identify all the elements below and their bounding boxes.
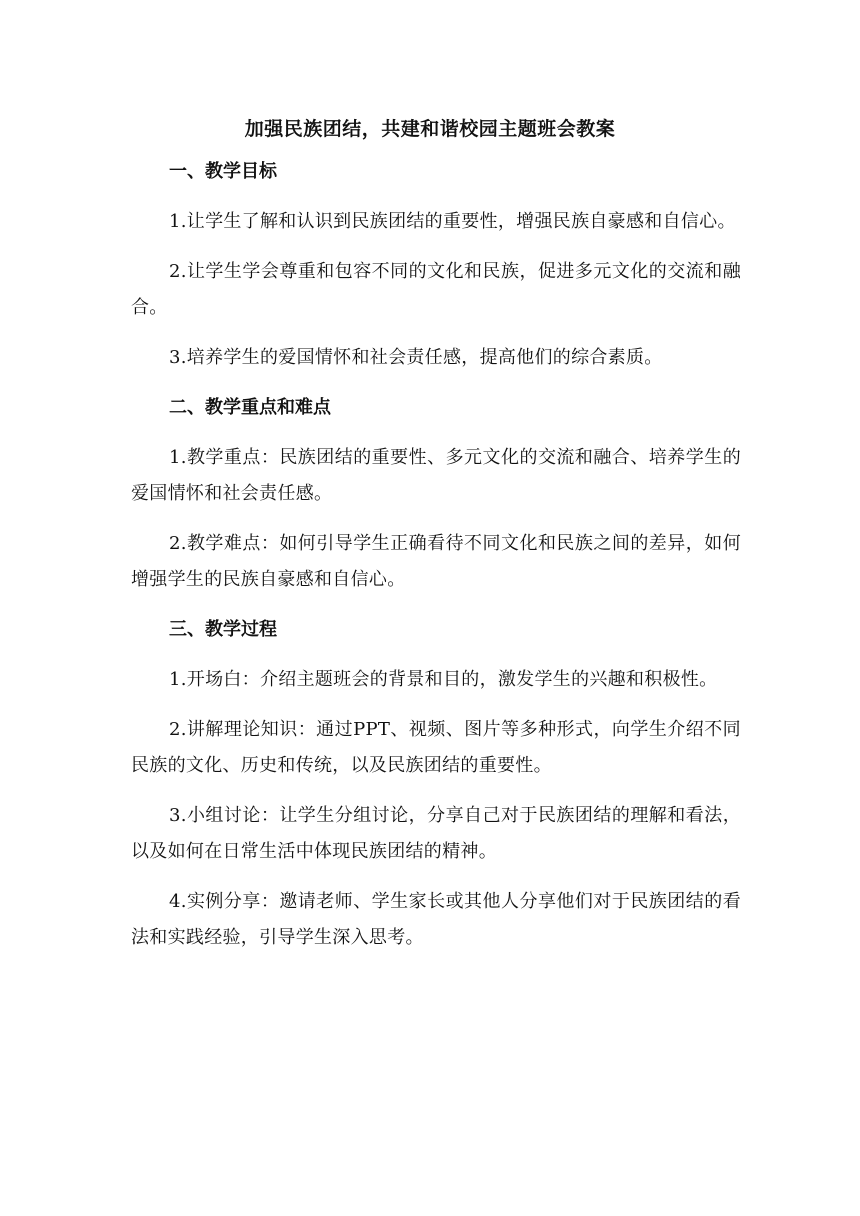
section-heading-objectives: 一、教学目标 (169, 161, 277, 182)
key-point-paragraph-2: 2.教学难点：如何引导学生正确看待不同文化和民族之间的差异，如何增强学生的民族自豪感和自信心。 (131, 533, 741, 590)
section-heading-process: 三、教学过程 (169, 619, 277, 640)
process-paragraph-2: 2.讲解理论知识：通过PPT、视频、图片等多种形式，向学生介绍不同民族的文化、历史和传统，以及民族团结的重要性。 (131, 719, 741, 776)
process-paragraph-3: 3.小组讨论：让学生分组讨论，分享自己对于民族团结的理解和看法，以及如何在日常生活中体现民族团结的精神。 (131, 805, 741, 862)
document-title: 加强民族团结，共建和谐校园主题班会教案 (244, 118, 616, 140)
section-heading-key-points: 二、教学重点和难点 (169, 397, 331, 418)
objective-paragraph-3: 3.培养学生的爱国情怀和社会责任感，提高他们的综合素质。 (169, 347, 663, 368)
process-paragraph-1: 1.开场白：介绍主题班会的背景和目的，激发学生的兴趣和积极性。 (169, 669, 718, 690)
process-paragraph-4: 4.实例分享：邀请老师、学生家长或其他人分享他们对于民族团结的看法和实践经验，引导学生深入思考。 (131, 891, 741, 948)
objective-paragraph-1: 1.让学生了解和认识到民族团结的重要性，增强民族自豪感和自信心。 (169, 211, 736, 232)
key-point-paragraph-1: 1.教学重点：民族团结的重要性、多元文化的交流和融合、培养学生的爱国情怀和社会责任感。 (131, 447, 741, 504)
document-body (131, 154, 741, 970)
objective-paragraph-2: 2.让学生学会尊重和包容不同的文化和民族，促进多元文化的交流和融合。 (131, 261, 741, 318)
